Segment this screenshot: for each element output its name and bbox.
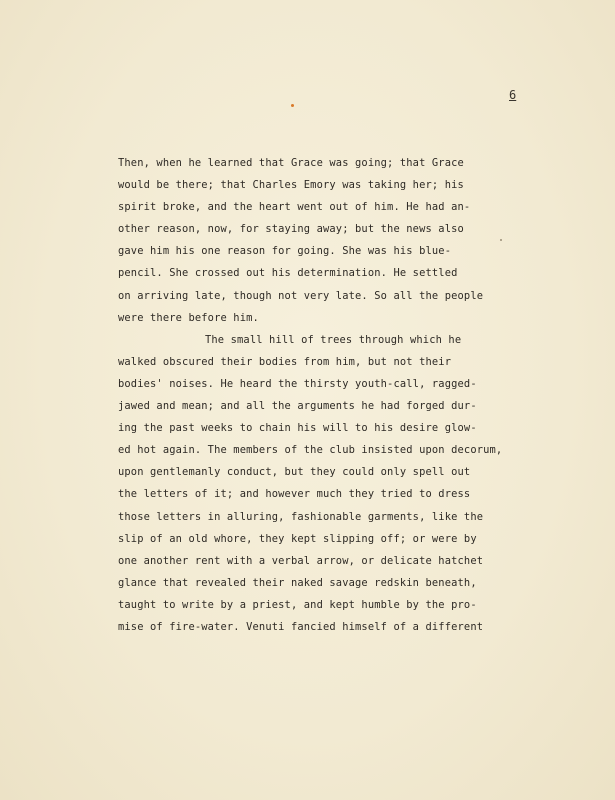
text-line: the letters of it; and however much they tried to dress <box>118 488 471 501</box>
text-line: ed hot again. The members of the club insisted upon decorum, <box>118 444 503 457</box>
text-line: gave him his one reason for going. She was his blue- <box>118 245 452 258</box>
text-line: on arriving late, though not very late. So all the people <box>118 289 484 302</box>
text-line: jawed and mean; and all the arguments he had forged dur- <box>118 400 477 413</box>
text-line: glance that revealed their naked savage redskin beneath, <box>118 576 477 589</box>
text-line: those letters in alluring, fashionable garments, like the <box>118 510 484 523</box>
body-text <box>118 152 558 638</box>
text-line: slip of an old whore, they kept slipping off; or were by <box>118 532 477 545</box>
text-line: were there before him. <box>118 311 259 324</box>
text-line: one another rent with a verbal arrow, or delicate hatchet <box>118 554 484 567</box>
text-line: ing the past weeks to chain his will to his desire glow- <box>118 422 477 435</box>
text-line: walked obscured their bodies from him, but not their <box>118 355 452 368</box>
ink-speck <box>291 104 294 107</box>
text-line: spirit broke, and the heart went out of him. He had an- <box>118 201 471 214</box>
text-line: bodies' noises. He heard the thirsty youth-call, ragged- <box>118 377 477 390</box>
text-line: Then, when he learned that Grace was going; that Grace <box>118 157 464 169</box>
text-line: taught to write by a priest, and kept humble by the pro- <box>118 598 477 611</box>
text-line: pencil. She crossed out his determination. He settled <box>118 267 458 280</box>
paragraph-start-line: The small hill of trees through which he <box>205 333 462 346</box>
text-line: other reason, now, for staying away; but the news also <box>118 223 464 236</box>
page-number: 6 <box>509 88 517 102</box>
text-line: mise of fire-water. Venuti fancied himself of a different <box>118 620 484 633</box>
text-line: would be there; that Charles Emory was taking her; his <box>118 179 464 192</box>
text-line: upon gentlemanly conduct, but they could only spell out <box>118 466 471 479</box>
